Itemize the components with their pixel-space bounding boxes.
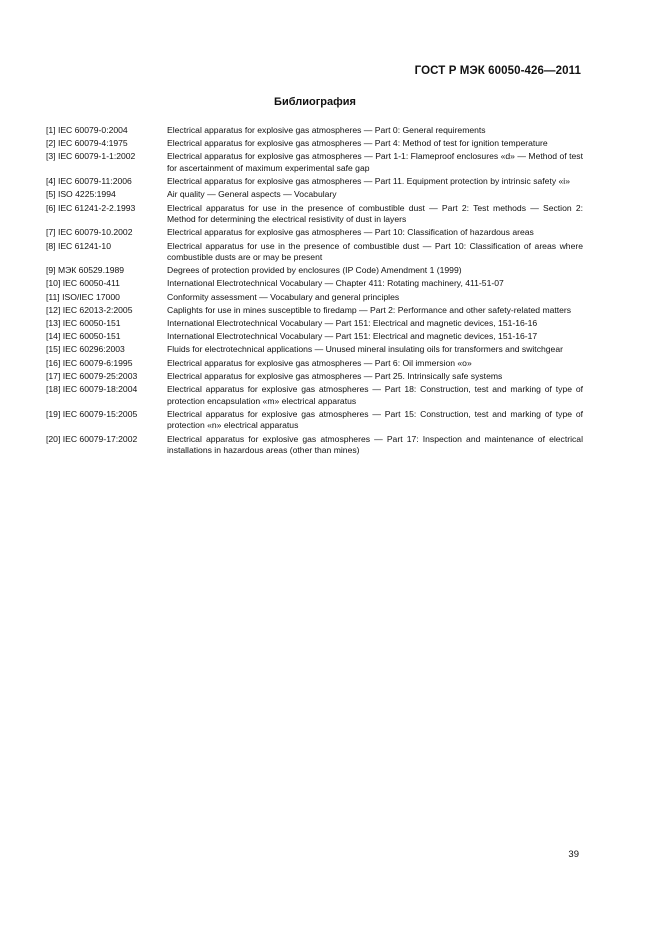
entry-title: Electrical apparatus for explosive gas atmospheres — Part 17: Inspection and maintenance of electrical installations in hazardous areas (other than mines) <box>167 433 583 456</box>
bibliography-entry <box>46 358 583 370</box>
entry-reference: [17] IEC 60079-25:2003 <box>46 370 138 381</box>
page-number: 39 <box>568 849 579 860</box>
entry-title: Electrical apparatus for explosive gas atmospheres — Part 10: Classification of hazardous areas <box>167 227 534 238</box>
entry-title: International Electrotechnical Vocabulary — Part 151: Electrical and magnetic devices, 151-16-17 <box>167 331 538 342</box>
bibliography-entry <box>46 344 583 356</box>
entry-reference: [16] IEC 60079-6:1995 <box>46 357 133 368</box>
entry-title: Electrical apparatus for explosive gas atmospheres — Part 25. Intrinsically safe systems <box>167 370 503 381</box>
entry-reference: [12] IEC 62013-2:2005 <box>46 304 133 315</box>
bibliography-entry <box>46 331 583 343</box>
bibliography-entry <box>46 189 583 201</box>
entry-title: International Electrotechnical Vocabulary — Chapter 411: Rotating machinery, 411-51-07 <box>167 278 504 289</box>
entry-reference: [9] МЭК 60529.1989 <box>46 265 125 276</box>
entry-title: Electrical apparatus for use in the presence of combustible dust — Part 2: Test methods — Section 2: Method for determining the electrical resistivity of dust in layers <box>167 202 583 225</box>
entry-reference: [13] IEC 60050-151 <box>46 318 121 329</box>
bibliography-entry <box>46 318 583 330</box>
bibliography-entry <box>46 292 583 304</box>
entry-reference: [3] IEC 60079-1-1:2002 <box>46 151 136 162</box>
entry-title: Electrical apparatus for explosive gas atmospheres — Part 0: General requirements <box>167 125 486 135</box>
bibliography-entry <box>46 241 583 264</box>
entry-title: Caplights for use in mines susceptible to firedamp — Part 2: Performance and other safety-related matters <box>167 304 572 315</box>
bibliography-entry <box>46 409 583 432</box>
bibliography-entry <box>46 138 583 150</box>
entry-reference: [15] IEC 60296:2003 <box>46 344 125 355</box>
entry-reference: [14] IEC 60050-151 <box>46 331 121 342</box>
bibliography-entry <box>46 278 583 290</box>
entry-reference: [4] IEC 60079-11:2006 <box>46 176 132 187</box>
bibliography-entry <box>46 305 583 317</box>
bibliography-entry <box>46 176 583 188</box>
entry-title: Electrical apparatus for explosive gas atmospheres — Part 4: Method of test for ignition temperature <box>167 138 548 149</box>
entry-reference: [5] ISO 4225:1994 <box>46 189 116 200</box>
bibliography-list <box>46 125 583 458</box>
document-header: ГОСТ Р МЭК 60050-426—2011 <box>414 65 581 77</box>
entry-title: Fluids for electrotechnical applications — Unused mineral insulating oils for transformers and switchgear <box>167 344 563 355</box>
entry-reference: [19] IEC 60079-15:2005 <box>46 408 138 419</box>
entry-reference: [18] IEC 60079-18:2004 <box>46 383 138 394</box>
bibliography-entry <box>46 203 583 226</box>
bibliography-entry <box>46 371 583 383</box>
entry-reference: [11] ISO/IEC 17000 <box>46 291 120 302</box>
entry-reference: [20] IEC 60079-17:2002 <box>46 433 138 444</box>
entry-title: Electrical apparatus for explosive gas atmospheres — Part 6: Oil immersion «o» <box>167 357 472 368</box>
entry-reference: [6] IEC 61241-2-2.1993 <box>46 202 136 213</box>
bibliography-entry <box>46 151 583 174</box>
page-title: Библиография <box>274 96 356 108</box>
bibliography-entry <box>46 227 583 239</box>
entry-reference: [1] IEC 60079-0:2004 <box>46 125 128 135</box>
entry-title: Electrical apparatus for use in the presence of combustible dust — Part 10: Classification of areas where combustible dusts are or may be present <box>167 240 583 263</box>
entry-title: Electrical apparatus for explosive gas atmospheres — Part 18: Construction, test and marking of type of protection encapsulation «m» electrical apparatus <box>167 383 583 406</box>
entry-reference: [7] IEC 60079-10.2002 <box>46 227 133 238</box>
entry-title: Conformity assessment — Vocabulary and general principles <box>167 291 400 302</box>
entry-title: Degrees of protection provided by enclosures (IP Code) Amendment 1 (1999) <box>167 265 462 276</box>
entry-title: Electrical apparatus for explosive gas atmospheres — Part 15: Construction, test and marking of type of protection «n» electrical apparatus <box>167 408 583 431</box>
bibliography-entry <box>46 434 583 457</box>
entry-title: Electrical apparatus for explosive gas atmospheres — Part 1-1: Flameproof enclosures «d» — Method of test for ascertainment of maximum experimental safe gap <box>167 151 583 173</box>
bibliography-entry <box>46 265 583 277</box>
entry-reference: [8] IEC 61241-10 <box>46 240 111 251</box>
entry-reference: [10] IEC 60050-411 <box>46 278 120 289</box>
entry-title: Air quality — General aspects — Vocabulary <box>167 189 337 200</box>
entry-title: Electrical apparatus for explosive gas atmospheres — Part 11. Equipment protection by intrinsic safety «i» <box>167 176 570 187</box>
bibliography-entry <box>46 125 583 137</box>
entry-reference: [2] IEC 60079-4:1975 <box>46 138 128 149</box>
bibliography-entry <box>46 384 583 407</box>
entry-title: International Electrotechnical Vocabulary — Part 151: Electrical and magnetic devices, 151-16-16 <box>167 318 538 329</box>
